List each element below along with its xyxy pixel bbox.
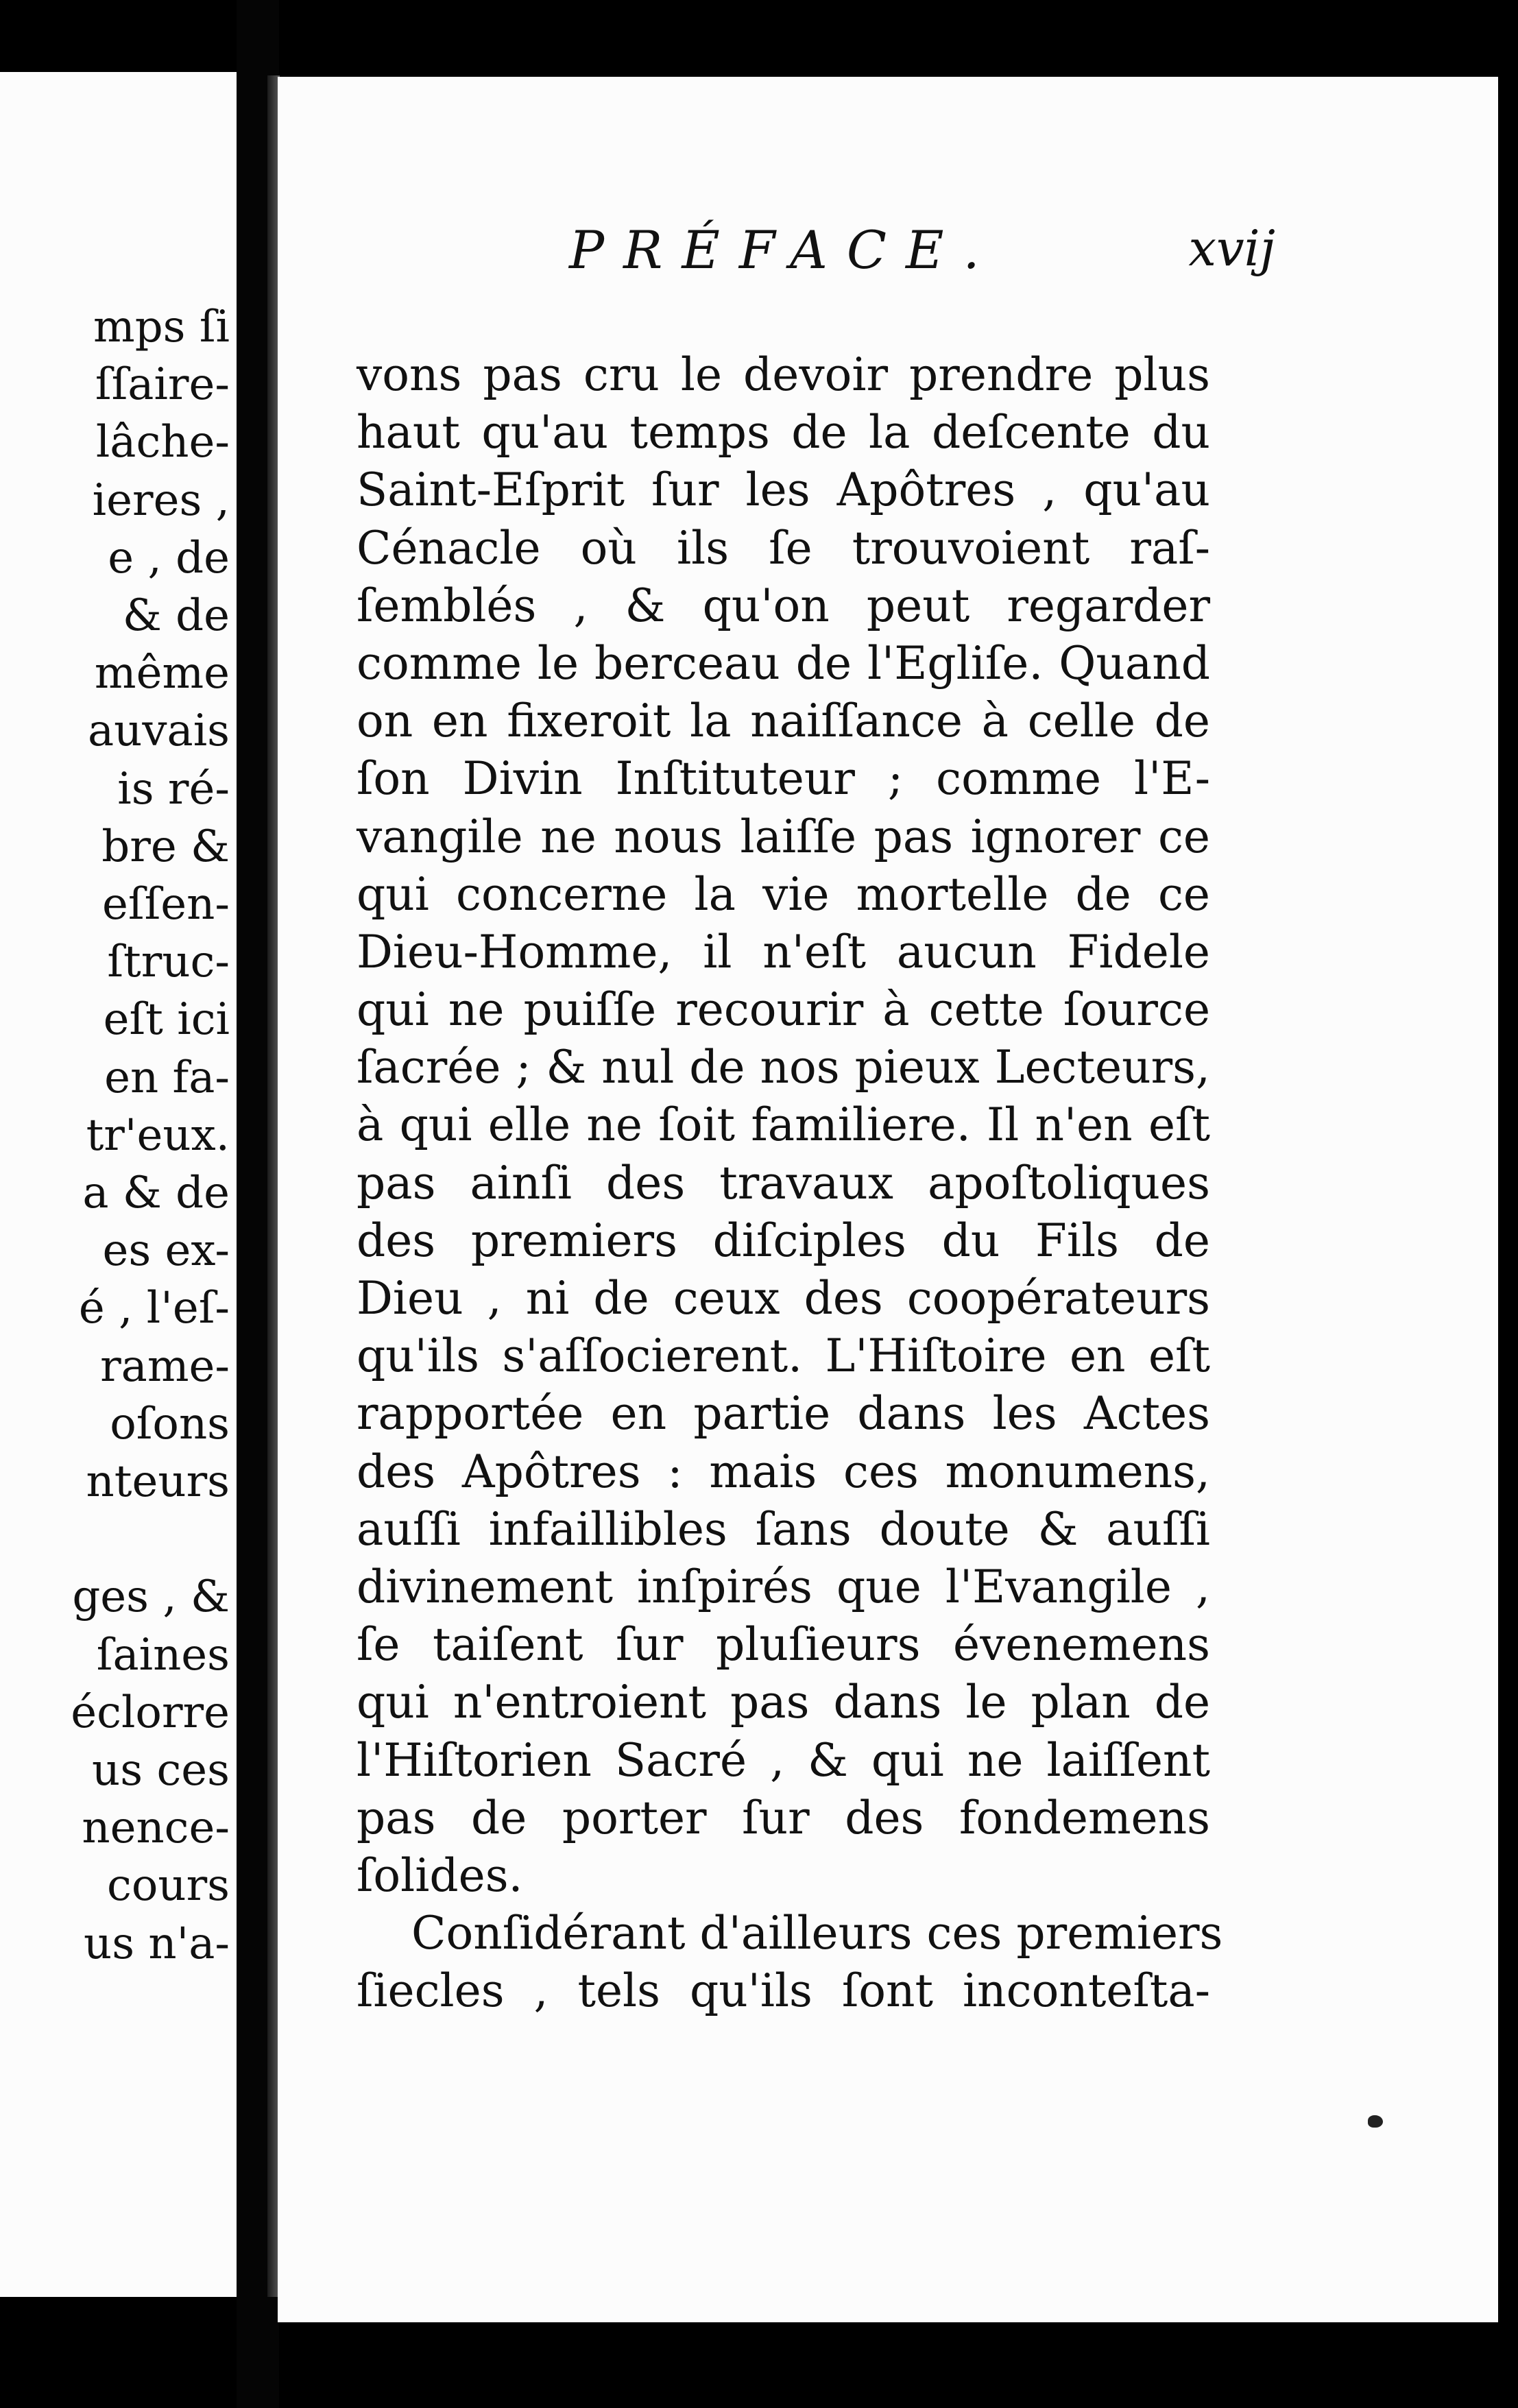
- left-page-line: eſt ici: [103, 994, 230, 1046]
- text-line: ſon Divin Inſtituteur ; comme l'E-: [357, 752, 1210, 806]
- left-page-line: ſtruc-: [107, 937, 230, 988]
- left-page-line: us n'a-: [84, 1918, 230, 1969]
- text-line: ſacrée ; & nul de nos pieux Lecteurs,: [357, 1041, 1210, 1094]
- text-line: des premiers diſciples du Fils de: [357, 1214, 1210, 1267]
- text-line: à qui elle ne ſoit familiere. Il n'en eſt: [357, 1098, 1210, 1152]
- left-page-line: auvais: [88, 706, 230, 757]
- left-page-line: ges , &: [72, 1572, 230, 1623]
- left-page-line: é , l'eſ-: [78, 1283, 230, 1334]
- text-line: pas de porter ſur des fondemens: [357, 1791, 1210, 1844]
- left-page-line: bre &: [101, 821, 230, 872]
- left-page-line: & de: [122, 590, 230, 641]
- left-page-line: a & de: [82, 1168, 230, 1218]
- text-line: Dieu-Homme, il n'eſt aucun Fidele: [357, 925, 1210, 978]
- left-page-line: is ré-: [117, 763, 230, 815]
- text-line: Saint-Eſprit ſur les Apôtres , qu'au: [357, 463, 1210, 517]
- text-line: Cénacle où ils ſe trouvoient raſ-: [357, 521, 1210, 575]
- text-line: ſe taiſent ſur pluſieurs évenemens: [357, 1618, 1210, 1672]
- main-text: [357, 346, 1223, 2020]
- text-line: ſolides.: [357, 1849, 523, 1902]
- left-page-line: nteurs: [86, 1456, 230, 1507]
- left-page-line: en fa-: [104, 1052, 230, 1103]
- text-line: vangile ne nous laiſſe pas ignorer ce: [357, 810, 1210, 863]
- left-page-line: lâche-: [95, 417, 230, 468]
- text-line: qui n'entroient pas dans le plan de: [357, 1676, 1210, 1729]
- left-page-line: ſaines: [96, 1629, 230, 1681]
- text-line: comme le berceau de l'Egliſe. Quand: [357, 636, 1210, 690]
- text-line: des Apôtres : mais ces monumens,: [357, 1445, 1210, 1498]
- ink-speck: [1368, 2115, 1383, 2128]
- left-page-line: cours: [106, 1860, 230, 1912]
- text-line: on en fixeroit la naiſſance à celle de: [357, 695, 1210, 748]
- left-page-line: e , de: [108, 532, 230, 583]
- page-number: xvij: [1188, 219, 1275, 277]
- text-line: rapportée en partie dans les Actes: [357, 1387, 1210, 1441]
- left-page-line: nence-: [82, 1803, 230, 1854]
- left-page-fragment: [0, 72, 237, 2297]
- text-line: Conſidérant d'ailleurs ces premiers: [411, 1907, 1223, 1960]
- left-page-line: mps ſi: [93, 302, 230, 352]
- text-line: qui concerne la vie mortelle de ce: [357, 867, 1210, 921]
- text-line: pas ainſi des travaux apoſtoliques: [357, 1156, 1210, 1209]
- left-page-line: tr'eux.: [86, 1109, 230, 1161]
- left-page-line: rame-: [100, 1340, 230, 1392]
- left-page-line: même: [94, 648, 230, 699]
- left-page-line: éclorre: [71, 1687, 230, 1738]
- page-header: [569, 219, 1275, 281]
- text-line: Dieu , ni de ceux des coopérateurs: [357, 1272, 1210, 1325]
- left-page-line: eſſen-: [102, 879, 230, 930]
- text-line: qui ne puiſſe recourir à cette ſource: [357, 983, 1210, 1037]
- left-page-line: oſons: [110, 1398, 230, 1449]
- left-page-line: es ex-: [102, 1225, 230, 1277]
- text-line: auſſi infaillibles ſans doute & auſſi: [357, 1502, 1210, 1556]
- text-line: ſemblés , & qu'on peut regarder: [357, 579, 1210, 632]
- left-page-line: us ces: [92, 1745, 230, 1796]
- text-line: l'Hiſtorien Sacré , & qui ne laiſſent: [357, 1733, 1210, 1787]
- text-line: qu'ils s'aſſocierent. L'Hiſtoire en eſt: [357, 1329, 1210, 1383]
- text-line: ſiecles , tels qu'ils ſont inconteſta-: [357, 1964, 1210, 2018]
- left-page-line: ieres ,: [92, 474, 230, 526]
- running-title: PRÉFACE.: [569, 219, 999, 280]
- text-line: divinement inſpirés que l'Evangile ,: [357, 1560, 1210, 1613]
- text-line: haut qu'au temps de la deſcente du: [357, 406, 1210, 459]
- text-line: vons pas cru le devoir prendre plus: [357, 348, 1210, 401]
- left-page-line: ſſaire-: [95, 359, 230, 411]
